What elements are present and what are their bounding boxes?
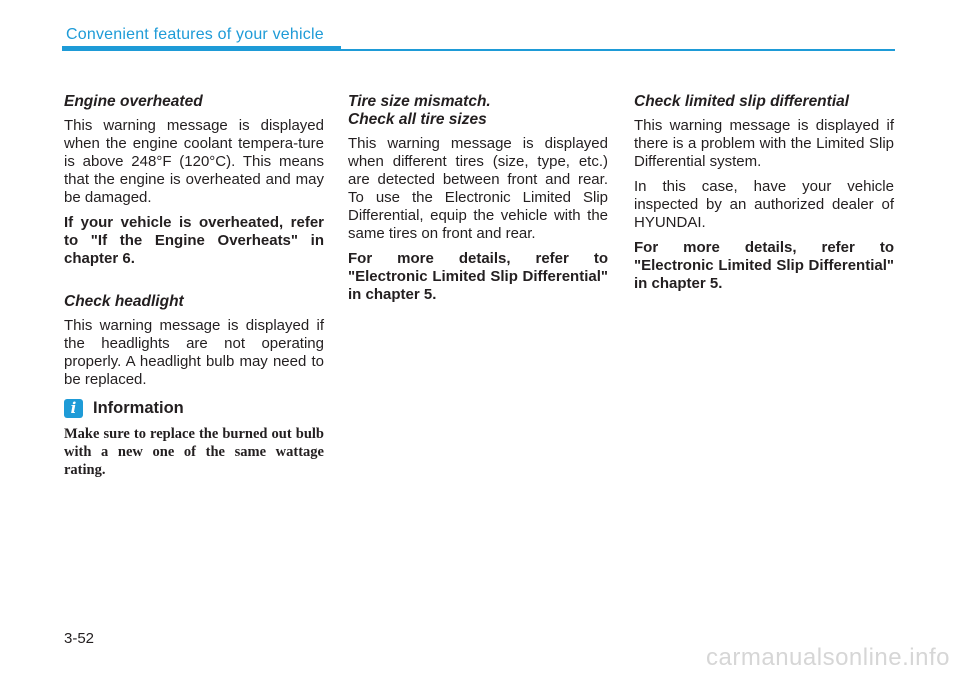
page-number: 3-52 [64, 630, 95, 647]
tire-mismatch-text: This warning message is displayed when different tires (size, type, etc.) are detected between front and rear. To use the Electronic Limited Slip Differential, equip the vehicle with the same tires on front and rear. [348, 135, 608, 242]
information-title: Information [93, 399, 184, 417]
lsd-text-1: This warning message is displayed if there is a problem with the Limited Slip Differential system. [634, 117, 894, 170]
section-title: Convenient features of your vehicle [66, 26, 324, 43]
engine-overheated-heading: Engine overheated [64, 93, 203, 110]
engine-overheated-note: If your vehicle is overheated, refer to "If the Engine Overheats" in chapter 6. [64, 214, 324, 267]
information-text: Make sure to replace the burned out bulb with a new one of the same wattage rating. [64, 426, 324, 478]
header-bar-accent [62, 46, 341, 51]
check-headlight-heading: Check headlight [64, 293, 184, 310]
tire-mismatch-note: For more details, refer to "Electronic Limited Slip Differential" in chapter 5. [348, 250, 608, 303]
column-1 [64, 93, 324, 479]
tire-mismatch-subheading: Check all tire sizes [348, 111, 487, 128]
lsd-text-2: In this case, have your vehicle inspected by an authorized dealer of HYUNDAI. [634, 178, 894, 231]
watermark: carmanualsonline.info [706, 644, 950, 671]
tire-mismatch-heading: Tire size mismatch. [348, 93, 491, 110]
check-headlight-text: This warning message is displayed if the headlights are not operating properly. A headlight bulb may need to be replaced. [64, 317, 324, 388]
column-3 [634, 93, 894, 300]
lsd-heading: Check limited slip differential [634, 93, 850, 110]
information-header [64, 399, 324, 418]
column-2 [348, 93, 608, 311]
header-rule [341, 49, 895, 51]
engine-overheated-text: This warning message is displayed when the engine coolant tempera-ture is above 248°F (120°C). This means that the engine is overheated and may be damaged. [64, 117, 324, 206]
lsd-note: For more details, refer to "Electronic Limited Slip Differential" in chapter 5. [634, 239, 894, 292]
info-icon: i [64, 399, 83, 418]
